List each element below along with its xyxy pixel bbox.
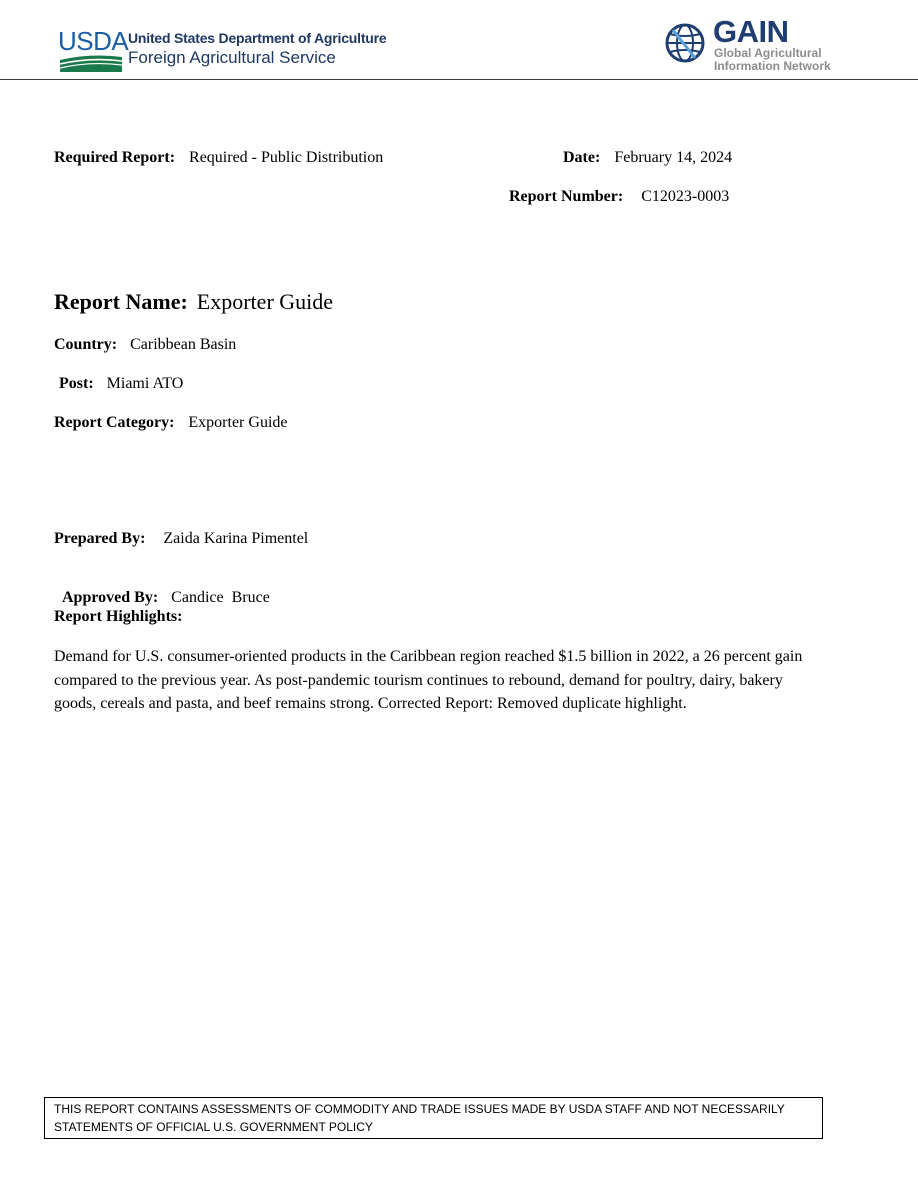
gain-subtitle-line1: Global Agricultural <box>714 46 822 60</box>
post-value: Miami ATO <box>106 375 184 392</box>
prepared-by-field <box>54 529 308 549</box>
report-category-field <box>54 413 287 433</box>
department-name: United States Department of Agriculture <box>128 30 387 46</box>
report-highlights-label: Report Highlights: <box>54 608 183 625</box>
usda-swoosh-icon <box>60 54 122 72</box>
required-report-label: Required Report: <box>54 149 176 166</box>
gain-subtitle-line2: Information Network <box>714 59 831 73</box>
required-report-value: Required - Public Distribution <box>189 149 384 166</box>
prepared-by-value: Zaida Karina Pimentel <box>163 530 309 547</box>
approved-by-field <box>54 568 270 608</box>
report-category-label: Report Category: <box>54 414 175 431</box>
date-label: Date: <box>563 149 601 166</box>
report-number-label: Report Number: <box>509 188 624 205</box>
report-number-value: C12023-0003 <box>641 188 730 205</box>
usda-logo-text: USDA <box>58 26 129 56</box>
country-value: Caribbean Basin <box>130 336 237 353</box>
report-name-value: Exporter Guide <box>196 289 334 314</box>
country-field <box>54 335 236 355</box>
gain-logo-text: GAIN <box>713 14 789 49</box>
header-divider <box>0 79 918 80</box>
agency-name: Foreign Agricultural Service <box>128 48 336 67</box>
gain-globe-icon <box>664 22 706 64</box>
post-field <box>59 374 183 394</box>
report-highlights-heading <box>54 607 182 627</box>
required-report-field <box>54 148 383 168</box>
report-name-label: Report Name: <box>54 289 188 314</box>
date-value: February 14, 2024 <box>614 149 733 166</box>
report-category-value: Exporter Guide <box>188 414 288 431</box>
prepared-by-label: Prepared By: <box>54 530 146 547</box>
disclaimer-box: THIS REPORT CONTAINS ASSESSMENTS OF COMMODITY AND TRADE ISSUES MADE BY USDA STAFF AND NOT NECESSARILY STATEMENTS OF OFFICIAL U.S. GOVERNMENT POLICY <box>44 1097 823 1139</box>
report-highlights-text: Demand for U.S. consumer-oriented products in the Caribbean region reached $1.5 billion in 2022, a 26 percent gain compared to the previous year. As post-pandemic tourism continues to rebound, demand for poultry, dairy, bakery goods, cereals and pasta, and beef remains strong. Corrected Report: Removed duplicate highlight. <box>54 648 803 712</box>
approved-by-label: Approved By: <box>62 589 159 606</box>
report-number-field <box>509 187 729 207</box>
approved-by-value: Candice Bruce <box>171 589 270 606</box>
report-name-field <box>54 289 333 315</box>
post-label: Post: <box>59 375 94 392</box>
country-label: Country: <box>54 336 118 353</box>
usda-logo <box>58 28 128 54</box>
date-field <box>563 148 732 168</box>
